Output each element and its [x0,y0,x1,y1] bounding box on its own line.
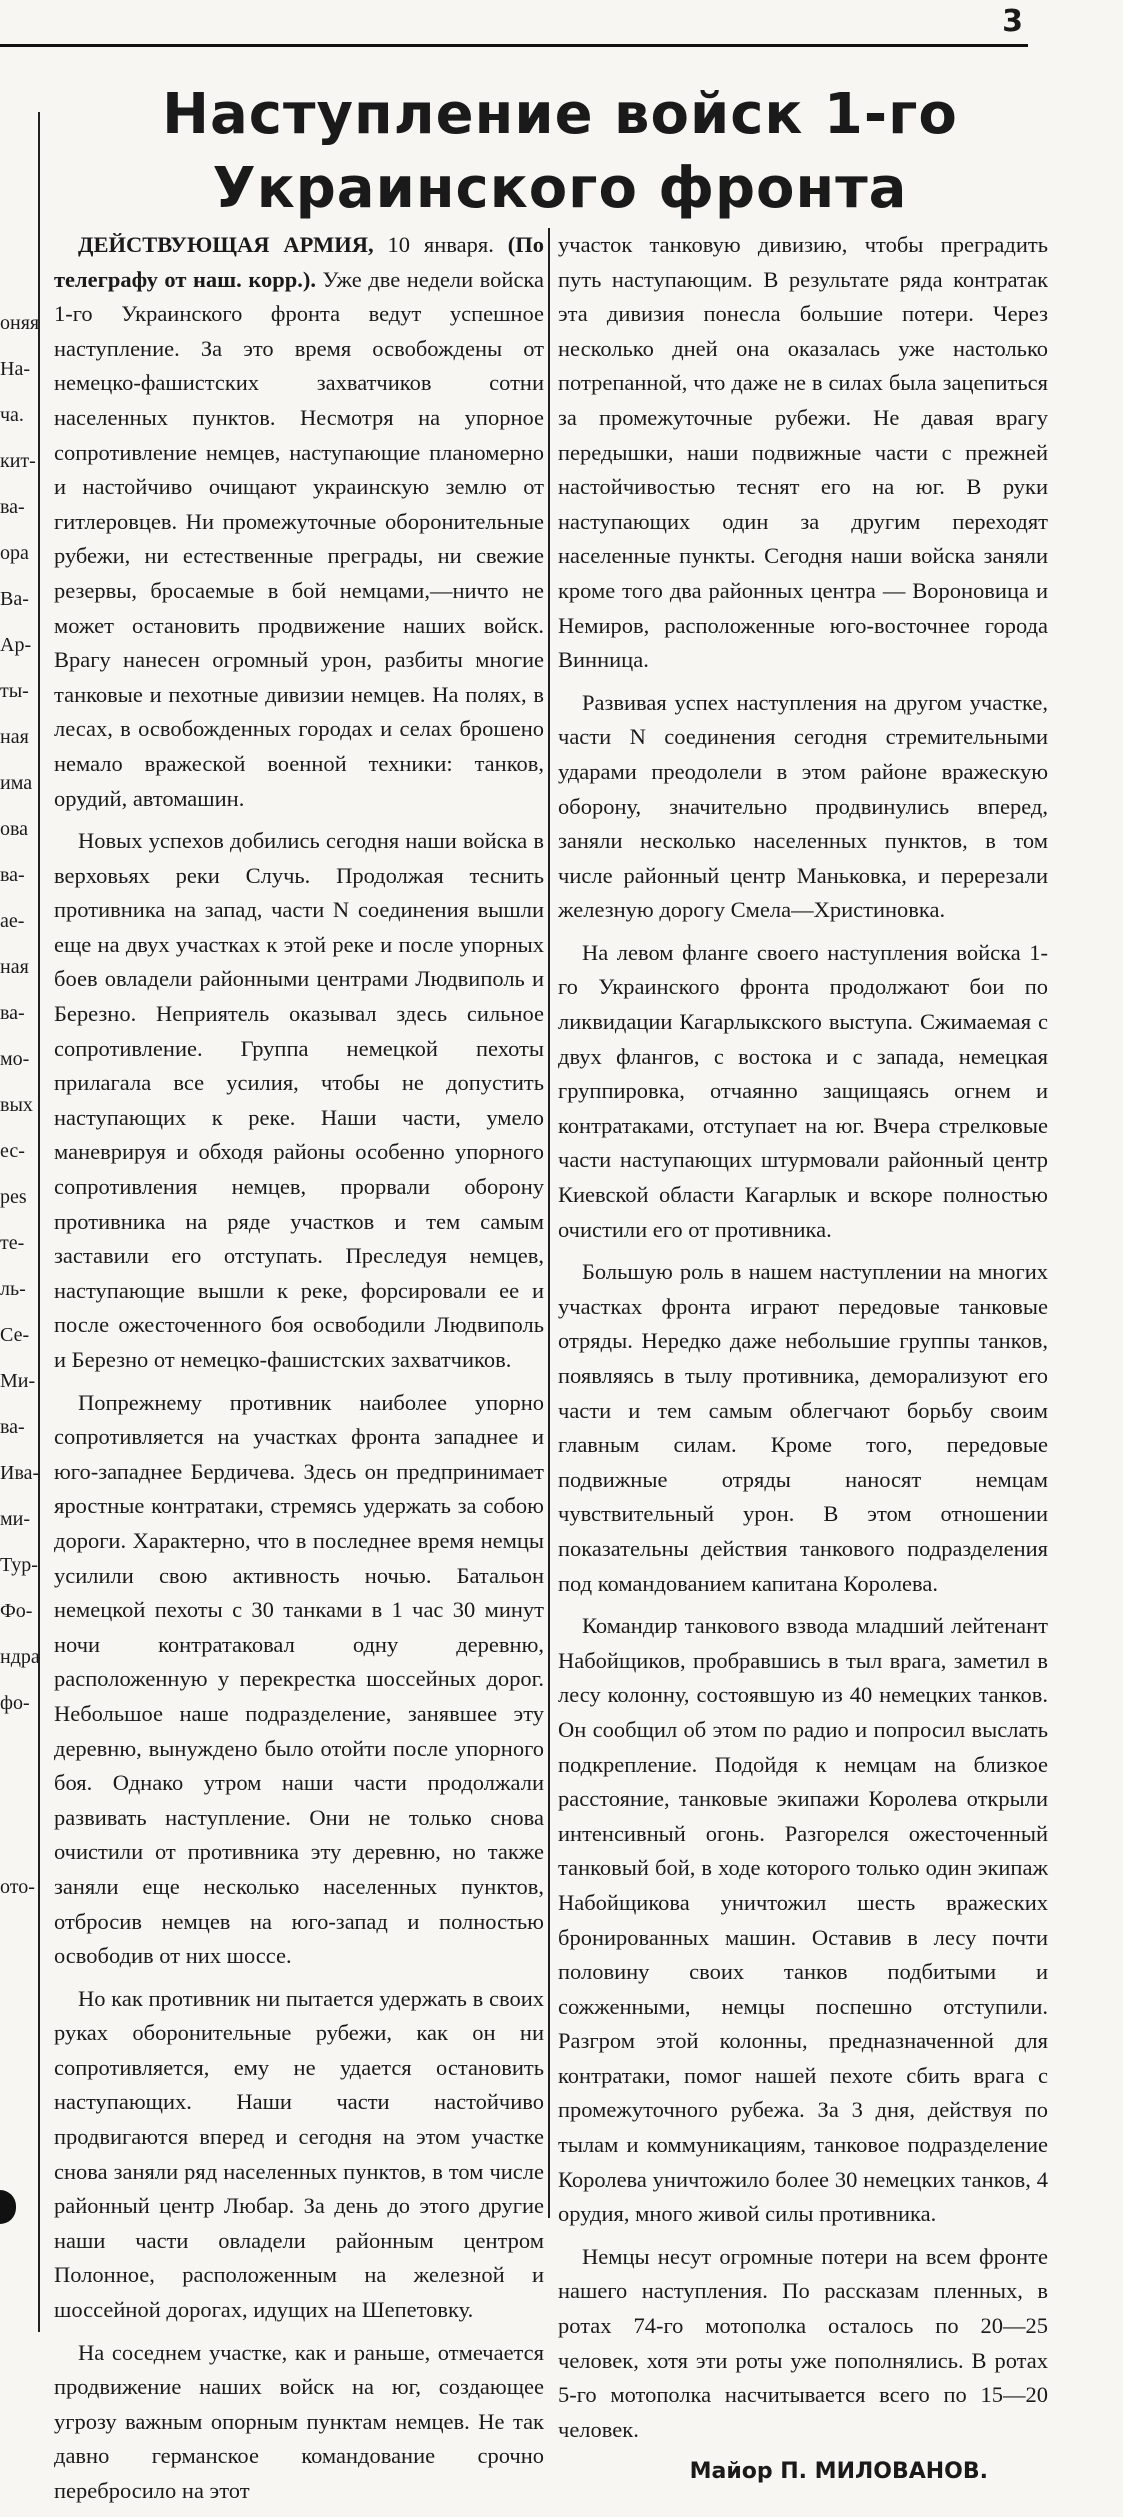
neighbor-fragment-line: Фо- [0,1600,33,1622]
neighbor-fragment-line: ная [0,726,29,748]
neighbor-fragment-line: На- [0,358,30,380]
author-signature: Майор П. МИЛОВАНОВ. [689,2459,988,2485]
neighbor-fragment-line: Ива- [0,1462,40,1484]
neighbor-fragment-line: ае- [0,910,25,932]
neighbor-fragment-line: Тур- [0,1554,38,1576]
article-paragraph: Большую роль в нашем наступлении на многих участках фронта играют передовые танковые отряды. Нередко даже небольшие группы танков, появляясь в тылу противника, деморализуют его части и тем самым облегчают борьбу своим главным силам. Кроме того, передовые подвижные отряды наносят немцам чувствительный урон. В этом отношении показательны действия танкового подразделения под командованием капитана Королева. [558,1259,1048,1596]
neighbor-fragment-line: фо- [0,1692,30,1714]
neighbor-fragment-line: ндра [0,1646,40,1668]
headline-line-1: Наступление войск 1-го [162,82,958,147]
article-paragraph: Новых успехов добились сегодня наши войска в верховьях реки Случь. Продолжая теснить противника на запад, части N соединения вышли еще на двух участках к этой реке и после упорных боев овладели районными центрами Людвиполь и Березно. Неприятель оказывал здесь сильное сопротивление. Группа немецкой пехоты прилагала все усилия, чтобы не допустить наступающих к реке. Наши части, умело маневрируя и обходя районы особенно упорного сопротивления немцев, прорвали оборону противника на ряде участков и тем самым заставили его отступать. Преследуя немцев, наступающие вышли к реке, форсировали ее и после ожесточенного боя освободили Людвиполь и Березно от немецко-фашистских захватчиков. [54,828,544,1372]
paragraph-text: Уже две недели войска 1-го Украинского фронта ведут успешное наступление. За это время освобождены от немецко-фашистских захватчиков сотни населенных пунктов. Несмотря на упорное сопротивление немцев, наступающие планомерно и настойчиво очищают украинскую землю от гитлеровцев. Ни промежуточные оборонительные рубежи, ни естественные преграды, ни свежие резервы, бросаемые в бой немцами,—ничто не может остановить продвижение наших войск. Врагу нанесен огромный урон, разбиты многие танковые и пехотные дивизии немцев. На полях, в лесах, в освобожденных городах и селах брошено немало вражеской военной техники: танков, орудий, автомашин. [54,266,545,811]
article-paragraph: Но как противник ни пытается удержать в своих руках оборонительные рубежи, как он ни сопротивляется, ему не удается остановить наступающих. Наши части настойчиво продвигаются вперед и сегодня на этом участке снова заняли ряд населенных пунктов, в том числе районный центр Любар. За день до этого другие наши части овладели районным центром Полонное, расположенным на железной и шоссейной дорогах, идущих на Шепетовку. [54,1985,544,2323]
neighbor-fragment-line: оняя [0,312,40,334]
neighbor-fragment-line: ора [0,542,29,564]
article-column-2 [558,228,1048,2490]
article-column-1 [54,228,544,2517]
article-paragraph: Командир танкового взвода младший лейтенант Набойщиков, пробравшись в тыл врага, заметил в лесу колонну, состоявшую из 40 немецких танков. Он сообщил об этом по радио и попросил выслать подкрепление. Подойдя к немцам на близкое расстояние, танковые экипажи Королева открыли интенсивный огонь. Разгорелся ожесточенный танковый бой, в ходе которого только один экипаж Набойщикова уничтожил шесть вражеских бронированных машин. Оставив в лесу почти половину своих танков подбитыми и сожженными, немцы поспешно отступили. Разгром этой колонны, предназначенной для контратаки, помог нашей пехоте сбить врага с промежуточного рубежа. За 3 дня, действуя по тылам и коммуникациям, танковое подразделение Королева уничтожило более 30 немецких танков, 4 орудия, много живой силы противника. [558,1613,1048,2227]
page-number: 3 [1002,4,1023,39]
dateline-date: 10 января. [387,232,494,257]
neighbor-fragment-line: мо- [0,1048,30,1070]
neighbor-fragment-line: ва- [0,1002,25,1024]
left-column-rule [38,112,40,2332]
article-paragraph [54,228,544,816]
article-paragraph: Немцы несут огромные потери на всем фронте нашего наступления. По рассказам пленных, в ротах 74-го мотополка осталось по 20—25 человек, хотя эти роты уже пополнялись. В ротах 5-го мотополка насчитывается всего по 15—20 человек. [558,2243,1048,2442]
neighbor-fragment-line [0,1772,32,1818]
neighbor-fragment-line: кит- [0,450,36,472]
neighbor-fragment-line: Ми- [0,1370,36,1392]
neighbor-fragment-line: ес- [0,1140,25,1162]
article-paragraph: Попрежнему противник наиболее упорно сопротивляется на участках фронта западнее и юго-западнее Бердичева. Здесь он предпринимает яростные контратаки, стремясь удержать за собою дороги. Характерно, что в последнее время немцы усилили свою активность ночью. Батальон немецкой пехоты с 30 танками в 1 час 30 минут ночи контратаковал одну деревню, расположенную у перекрестка шоссейных дорог. Небольшое наше подразделение, занявшее эту деревню, вынуждено было отойти после упорного боя. Однако утром наши части продолжали развивать наступление. Они не только снова очистили от противника эту деревню, но также заняли еще несколько населенных пунктов, отбросив немцев на юго-запад и полностью освободив от них шоссе. [54,1389,544,1969]
neighbor-fragment-line: ва- [0,1416,25,1438]
neighbor-fragment-line: Се- [0,1324,30,1346]
source-credit: (По телеграфу от наш. корр.). [54,232,545,292]
neighbor-fragment-line: ми- [0,1508,31,1530]
neighbor-fragment-line: ва- [0,864,25,886]
article-paragraph: На соседнем участке, как и раньше, отмечается продвижение наших войск на юг, создающее угрозу важным опорным пунктам немцев. Не так давно германское командование срочно перебросило на этот [54,2339,544,2503]
neighbor-fragment-line: реs [0,1186,27,1208]
neighbor-fragment-line: ты- [0,680,29,702]
dateline: ДЕЙСТВУЮЩАЯ АРМИЯ, [78,232,374,257]
neighbor-fragment-line: те- [0,1232,25,1254]
neighbor-fragment-line: ная [0,956,29,978]
article-paragraph: Развивая успех наступления на другом участке, части N соединения сегодня стремительными ударами преодолели в этом районе вражескую оборону, значительно продвинулись вперед, заняли несколько населенных пунктов, в том числе районный центр Маньковка, и перерезали железную дорогу Смела—Христиновка. [558,689,1048,923]
neighbor-fragment-line: Ар- [0,634,32,656]
neighbor-fragment-line: има [0,772,33,794]
neighbor-fragment-line [0,1726,32,1772]
article-paragraph: участок танковую дивизию, чтобы преградить путь наступающим. В результате ряда контратак эта дивизия понесла большие потери. Через несколько дней она оказалась уже настолько потрепанной, что даже не в силах была зацепиться за промежуточные рубежи. Не давая врагу передышки, наши подвижные части с прежней настойчивостью теснят его на юг. В руки наступающих один за другим переходят населенные пункты. Сегодня наши войска заняли кроме того два районных центра — Вороновица и Немиров, расположенные юго-восточнее города Винница. [558,232,1048,673]
neighbor-fragment-line: ва- [0,496,25,518]
neighbor-fragment-line: Ва- [0,588,29,610]
neighbor-fragment-line: ль- [0,1278,26,1300]
neighbor-fragment-line: ова [0,818,29,840]
headline-line-2: Украинского фронта [212,156,908,221]
neighbor-fragment-line: ча. [0,404,24,426]
headline [60,78,1060,226]
neighbor-article-fragment [0,300,40,2380]
top-rule [0,44,1028,47]
neighbor-fragment-line: ото- [0,1876,35,1898]
article-paragraph: На левом фланге своего наступления войска 1-го Украинского фронта продолжают бои по ликвидации Кагарлыкского выступа. Сжимаемая с двух флангов, с востока и с запада, немецкая группировка, отчаянно защищаясь огнем и контратаками, отступает на юг. Вчера стрелковые части наступающих штурмовали районный центр Киевской области Кагарлык и вскоре полностью очистили его от противника. [558,939,1048,1242]
neighbor-fragment-line [0,1818,32,1864]
neighbor-fragment-line: вых [0,1094,33,1116]
column-divider-rule [548,228,550,2218]
